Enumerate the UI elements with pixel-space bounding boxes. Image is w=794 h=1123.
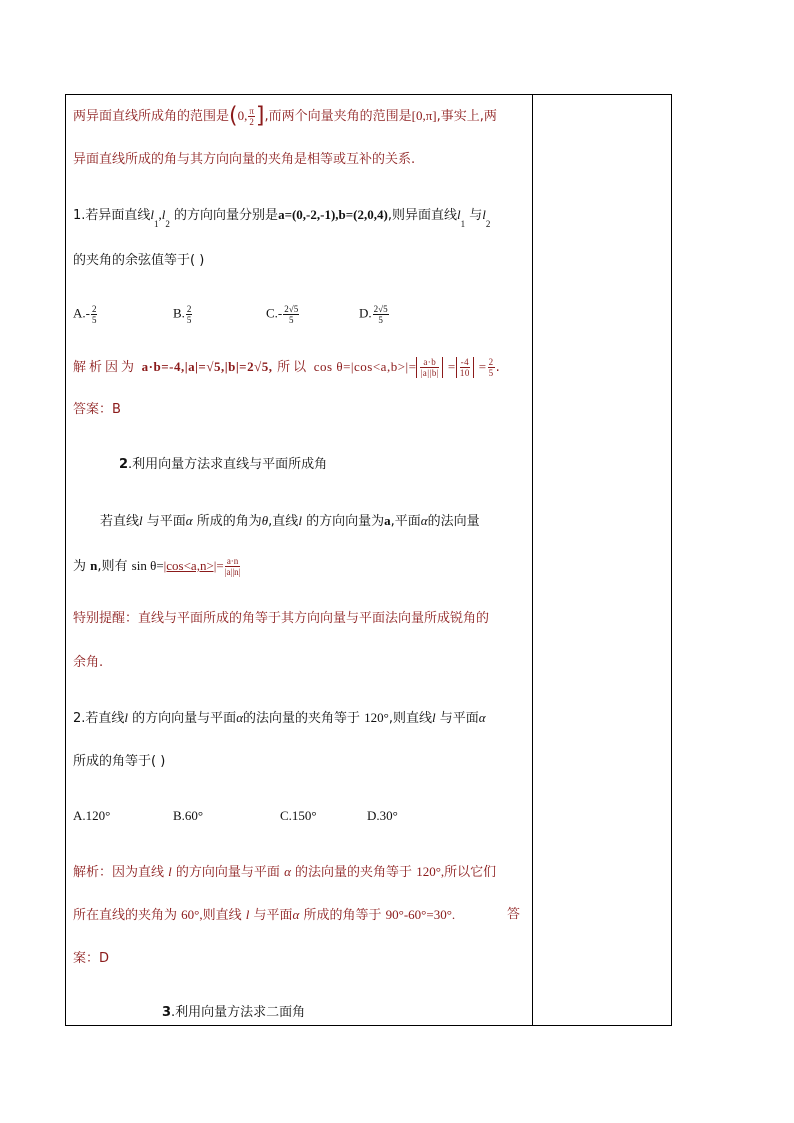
q2-option-a: A.120°	[73, 808, 111, 823]
column-divider	[532, 94, 533, 1026]
range1-close-bracket: ]	[255, 103, 265, 129]
q2-line2: 所成的角等于( )	[73, 754, 166, 769]
cos-an: |cos<a,n>|	[163, 558, 217, 573]
range1-fraction: $\frac{\pi}{2}$	[249, 106, 254, 127]
q1-text-c: ,则异面直线	[387, 208, 457, 223]
q1-solution: 解析因为 a·b=-4,|a|=√5,|b|=2√5, 所以 cos θ=|cos<a,b>|= $\frac{a\cdot b}{|a||b|}$ = $\frac{-4}{10}$ = $\frac{2}{5}$ .	[73, 357, 501, 378]
p1-line2	[73, 151, 415, 169]
q2-answer-part1: 答	[507, 907, 521, 922]
q2-solution-line1: 解析：因为直线 l 的方向向量与平面 α 的法向量的夹角等于 120°,所以它们	[73, 864, 497, 880]
tip-line1: 特别提醒：直线与平面所成的角等于其方向向量与平面法向量所成锐角的	[73, 611, 490, 626]
q2-option-d: D.30°	[367, 808, 398, 823]
range1-open-paren: (	[229, 103, 238, 129]
q1-line1: 1.若异面直线$l_1,l_2$ 的方向向量分别是a=(0,-2,-1),b=(2,0,4),则异面直线$l_1$ 与$l_2$	[73, 207, 491, 229]
q1-option-d: D. $\frac{2√5}{5}$	[359, 304, 388, 325]
q1-sol-expr: a·b=-4,|a|=√5,|b|=2√5,	[141, 359, 273, 374]
p1-text-a: 两异面直线所成角的范围是	[73, 109, 230, 124]
p1-line1	[73, 103, 497, 129]
range1-zero: 0,	[237, 108, 248, 123]
q1-answer: 答案：B	[73, 402, 121, 417]
q1-vectors: a=(0,-2,-1),b=(2,0,4)	[278, 207, 388, 222]
q1-option-a: A.- $\frac{2}{5}$	[73, 304, 97, 325]
q2-solution-line2: 所在直线的夹角为 60°,则直线 l 与平面α 所成的角等于 90°-60°=30°.	[73, 907, 456, 923]
range2: [0,π]	[411, 108, 437, 123]
q2-answer-part2: 案：D	[73, 951, 110, 966]
section2-line1: 若直线l 与平面α 所成的角为θ,直线l 的方向向量为a,平面α的法向量	[100, 513, 480, 529]
p1-text-b: ,而两个向量夹角的范围是	[264, 109, 412, 124]
q1-text-d: 的夹角的余弦值等于( )	[73, 253, 205, 268]
q1-text-a: 1.若异面直线	[73, 208, 151, 223]
p1-text-d: 异面直线所成的角与其方向向量的夹角是相等或互补的关系.	[73, 152, 416, 167]
q1-line2	[73, 252, 204, 270]
q2-line1: 2.若直线l 的方向向量与平面α的法向量的夹角等于 120°,则直线l 与平面α	[73, 710, 486, 726]
section2-heading: 2.利用向量方法求直线与平面所成角	[119, 457, 328, 472]
q1-option-c: C.- $\frac{2√5}{5}$	[266, 304, 299, 325]
section3-heading: 3.利用向量方法求二面角	[162, 1005, 306, 1020]
section2-line2: 为 n,则有 sin θ=|cos<a,n>|= $\frac{a\cdot n}{|a||n|}$	[73, 556, 241, 577]
tip-line2: 余角.	[73, 655, 104, 670]
q1-option-b: B. $\frac{2}{5}$	[173, 304, 192, 325]
q1-text-b: 的方向向量分别是	[174, 208, 279, 223]
q2-option-b: B.60°	[173, 808, 204, 823]
p1-text-c: ,事实上,两	[436, 109, 497, 124]
q2-option-c: C.150°	[280, 808, 317, 823]
